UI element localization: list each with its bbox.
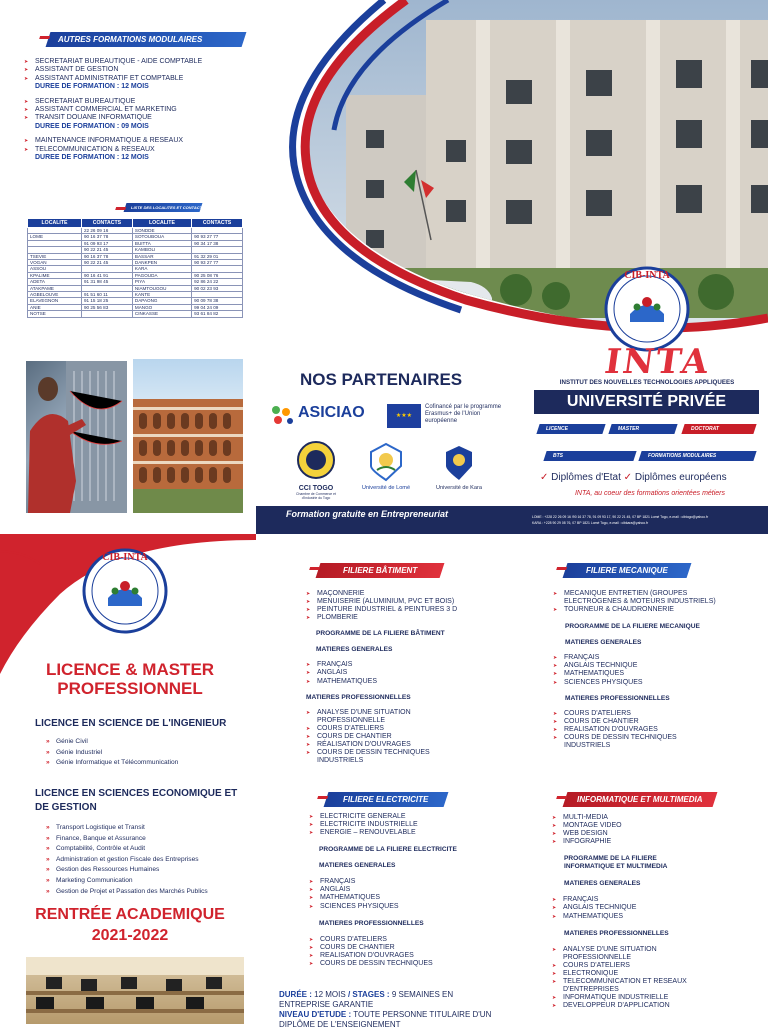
table-cell: PAGOUDA	[132, 272, 191, 278]
filiere-item: ➤ MONTAGE VIDEO	[552, 822, 762, 830]
filiere-item: ➤ MAÇONNERIE	[306, 590, 506, 598]
informatique-block: ➤ MULTI-MEDIA ➤ MONTAGE VIDEO ➤ WEB DESIGN ➤ INFOGRAPHIE PROGRAMME DE LA FILIERE INFORMATIQUE ET MULTIMEDIA MATIERES GENERALES ➤ FRANÇAIS ➤ ANGLAIS TECHNIQUE ➤ MATHEMATIQUES MATIERES PROFESSIONNELLES ➤ ANALYSE D'UNE SITUATION PROFESSIONNELLE ➤ COURS D'ATELIERS ➤ ELECTRONIQUE ➤ TELECOMMUNICATION ET RESEAUX D'ENTREPRISES ➤ INFORMATIQUE INDUSTRIELLE ➤ DEVELOPPEUR D'APPLICATION	[552, 814, 762, 1010]
matiere-item: ➤ MATHEMATIQUES	[552, 913, 762, 921]
table-cell: 91 51 60 11	[81, 292, 132, 298]
cib-inta-seal	[604, 266, 690, 352]
table-cell: 90 25 08 76	[192, 272, 243, 278]
universite-lome-logo: Université de Lomé	[354, 442, 418, 491]
table-cell: MANGO	[132, 304, 191, 310]
table-cell: AGBELOUVE	[28, 292, 82, 298]
matiere-item: ➤ TELECOMMUNICATION ET RESEAUX D'ENTREPRISES	[552, 978, 722, 994]
licence-item: » Transport Logistique et Transit	[42, 823, 252, 834]
licence-item: » Marketing Communication	[42, 876, 252, 887]
diplomes-line: ✓ Diplômes d'Etat ✓ Diplômes européens	[540, 472, 727, 483]
filiere-item: ➤ PEINTURE INDUSTRIEL & PEINTURES 3 D	[306, 606, 506, 614]
rentree-year: 2021-2022	[91, 927, 169, 944]
table-cell: 22 26 09 16	[81, 228, 132, 234]
matiere-item: ➤ MATHEMATIQUES	[553, 670, 753, 678]
matiere-item: ➤ COURS DE CHANTIER	[306, 733, 436, 741]
licence-item: » Gestion des Ressources Humaines	[42, 865, 252, 876]
table-cell: NIAMTOUGOU	[132, 285, 191, 291]
pill-master: MASTER	[608, 424, 677, 434]
technician-photo	[26, 361, 127, 513]
contacts-table	[27, 218, 243, 318]
filiere-item: ➤ TOURNEUR & CHAUDRONNERIE	[553, 606, 723, 614]
universite-kara-logo: Université de Kara	[428, 444, 490, 491]
table-cell: 90 93 27 77	[192, 234, 243, 240]
inta-logo: INTA	[602, 342, 713, 382]
filiere-batiment-ribbon: FILIERE BÂTIMENT	[316, 563, 445, 578]
table-cell: NOTSE	[28, 311, 82, 317]
universite-privee-banner: UNIVERSITÉ PRIVÉE	[534, 390, 759, 414]
table-cell: DANKPEN	[132, 260, 191, 266]
partners-title: NOS PARTENAIRES	[300, 370, 463, 389]
filiere-item: ➤ INFOGRAPHIE	[552, 838, 762, 846]
table-cell: BASSAR	[132, 253, 191, 259]
footer-entrepreneuriat: Formation gratuite en Entrepreneuriat	[286, 509, 449, 519]
filiere-item: ➤ MECANIQUE ENTRETIEN (GROUPES ELECTROGENES & MOTEURS INDUSTRIELS)	[553, 590, 723, 606]
course-item: ➤ TRANSIT DOUANE INFORMATIQUE	[24, 114, 254, 122]
filiere-item: ➤ ELECTRICITE INDUSTRIELLE	[309, 821, 509, 829]
table-cell: ASSOU	[28, 266, 82, 272]
table-cell: 90 02 23 93	[192, 285, 243, 291]
licence-item: » Comptabilité, Contrôle et Audit	[42, 844, 252, 855]
filiere-mecanique-block: ➤ MECANIQUE ENTRETIEN (GROUPES ELECTROGENES & MOTEURS INDUSTRIELS) ➤ TOURNEUR & CHAUDRONNERIE PROGRAMME DE LA FILIERE MECANIQUE MATIERES GENERALES ➤ FRANÇAIS ➤ ANGLAIS TECHNIQUE ➤ MATHEMATIQUES ➤ SCIENCES PHYSIQUES MATIERES PROFESSIONNELLES ➤ COURS D'ATELIERS ➤ COURS DE CHANTIER ➤ REALISATION D'OUVRAGES ➤ COURS DE DESSIN TECHNIQUES INDUSTRIELS	[553, 590, 753, 750]
matiere-item: ➤ REALISATION D'OUVRAGES	[309, 952, 509, 960]
table-cell: SOTOUBOUA	[132, 234, 191, 240]
table-cell: ATAKPAME	[28, 285, 82, 291]
matiere-item: ➤ ANALYSE D'UNE SITUATION PROFESSIONNELLE	[552, 946, 722, 962]
matiere-item: ➤ RÉALISATION D'OUVRAGES	[306, 741, 436, 749]
matiere-item: ➤ ANALYSE D'UNE SITUATION PROFESSIONNELLE	[306, 709, 436, 725]
filiere-electricite-ribbon: FILIERE ELECTRICITE	[324, 792, 449, 807]
matiere-item: ➤ ANGLAIS	[306, 669, 506, 677]
asiciao-logo: ASICIAO	[268, 404, 376, 428]
course-item: ➤ ASSISTANT COMMERCIAL ET MARKETING	[24, 106, 254, 114]
campus-building-photo	[133, 359, 243, 513]
autres-formations-ribbon: AUTRES FORMATIONS MODULAIRES	[46, 32, 247, 47]
duree-stages-line: DURÉE : 12 MOIS / STAGES : 9 SEMAINES EN ENTREPRISE GARANTIE	[279, 990, 454, 1009]
table-cell: 90 34 17 38	[192, 240, 243, 246]
licence-master-title: LICENCE & MASTER PROFESSIONNEL	[45, 660, 215, 698]
pill-formations-modulaires: FORMATIONS MODULAIRES	[638, 451, 756, 461]
table-cell: 91 15 18 25	[81, 298, 132, 304]
cib-inta-seal-large: CIB-INTA	[82, 548, 168, 634]
filiere-item: ➤ ENERGIE – RENOUVELABLE	[309, 829, 509, 837]
informatique-ribbon: INFORMATIQUE ET MULTIMEDIA	[563, 792, 718, 807]
table-cell	[81, 311, 132, 317]
cci-togo-logo: CCI TOGO Chambre de Commerce et d'Industrie du Togo	[288, 440, 344, 498]
table-cell: 91 32 29 01	[192, 253, 243, 259]
slogan: INTA, au coeur des formations orientées métiers	[574, 490, 726, 497]
table-cell: KAMBOLI	[132, 247, 191, 253]
licence-item: » Administration et gestion Fiscale des Entreprises	[42, 855, 252, 866]
table-cell: 90 25 56 83	[81, 304, 132, 310]
table-cell: BUITTA	[132, 240, 191, 246]
niveau-line: NIVEAU D'ETUDE : TOUTE PERSONNE TITULAIRE D'UN DIPLÔME DE L'ENSEIGNEMENT	[279, 1010, 492, 1029]
matiere-item: ➤ FRANÇAIS	[309, 878, 509, 886]
matiere-item: ➤ MATHEMATIQUES	[309, 894, 509, 902]
matiere-item: ➤ INFORMATIQUE INDUSTRIELLE	[552, 994, 722, 1002]
table-cell: ADETA	[28, 279, 82, 285]
course-item: ➤ MAINTENANCE INFORMATIQUE & RESEAUX	[24, 137, 254, 145]
table-cell: SONDDE	[132, 228, 191, 234]
licence-item: » Génie Informatique et Télécommunication	[42, 758, 242, 769]
pill-bts: BTS	[543, 451, 636, 461]
table-cell: 93 61 84 82	[192, 311, 243, 317]
table-cell: 90 93 27 77	[192, 260, 243, 266]
matiere-item: ➤ COURS D'ATELIERS	[309, 936, 509, 944]
licence-item: » Gestion de Projet et Passation des Marchés Publics	[42, 887, 252, 898]
table-cell: 91 09 93 17	[81, 240, 132, 246]
matiere-item: ➤ COURS DE DESSIN TECHNIQUES	[309, 960, 509, 968]
filiere-item: ➤ PLOMBERIE	[306, 614, 506, 622]
licence-item: » Finance, Banque et Assurance	[42, 834, 252, 845]
matiere-item: ➤ COURS DE CHANTIER	[309, 944, 509, 952]
table-row	[28, 311, 243, 317]
check-icon: ✓	[623, 472, 633, 483]
computer-lab-photo	[26, 957, 244, 1024]
matiere-item: ➤ COURS D'ATELIERS	[306, 725, 436, 733]
filiere-batiment-block: ➤ MAÇONNERIE ➤ MENUISERIE (ALUMINIUM, PVC ET BOIS) ➤ PEINTURE INDUSTRIEL & PEINTURES 3 D ➤ PLOMBERIE PROGRAMME DE LA FILIERE BÂTIMENT MATIERES GENERALES ➤ FRANÇAIS ➤ ANGLAIS ➤ MATHEMATIQUES MATIERES PROFESSIONNELLES ➤ ANALYSE D'UNE SITUATION PROFESSIONNELLE ➤ COURS D'ATELIERS ➤ COURS DE CHANTIER ➤ RÉALISATION D'OUVRAGES ➤ COURS DE DESSIN TECHNIQUES INDUSTRIELS	[306, 590, 506, 765]
footer-kara-contact: KARA : +228 90 29 08 76, 07 BP 1821 Lomé Togo, e-mail : cibkara@yahoo.fr	[532, 521, 649, 525]
erasmus-logo: ★★★ Cofinancé par le programme Erasmus+ de l'Union européenne	[387, 404, 507, 430]
table-cell: VOGAN	[28, 260, 82, 266]
table-cell: 99 04 24 09	[192, 304, 243, 310]
pill-licence: LICENCE	[536, 424, 605, 434]
course-item: ➤ ASSISTANT ADMINISTRATIF ET COMPTABLE	[24, 75, 254, 83]
filiere-electricite-block: ➤ ELECTRICITE GENERALE ➤ ELECTRICITE INDUSTRIELLE ➤ ENERGIE – RENOUVELABLE PROGRAMME DE LA FILIERE ELECTRICITE MATIERES GENERALES ➤ FRANÇAIS ➤ ANGLAIS ➤ MATHEMATIQUES ➤ SCIENCES PHYSIQUES MATIERES PROFESSIONNELLES ➤ COURS D'ATELIERS ➤ COURS DE CHANTIER ➤ REALISATION D'OUVRAGES ➤ COURS DE DESSIN TECHNIQUES	[309, 813, 509, 968]
matiere-item: ➤ COURS D'ATELIERS	[552, 962, 722, 970]
matiere-item: ➤ ANGLAIS	[309, 886, 509, 894]
matiere-item: ➤ FRANÇAIS	[552, 896, 762, 904]
table-cell: 90 16 41 91	[81, 272, 132, 278]
table-header: LOCALITE	[132, 219, 191, 228]
table-cell: 90 16 37 78	[81, 253, 132, 259]
table-cell: 90 22 21 45	[81, 247, 132, 253]
duration-line: DUREE DE FORMATION : 09 MOIS	[35, 122, 149, 130]
matiere-item: ➤ ELECTRONIQUE	[552, 970, 722, 978]
licence-ingenieur-list	[42, 737, 242, 769]
matiere-item: ➤ FRANÇAIS	[553, 654, 753, 662]
table-header: CONTACTS	[81, 219, 132, 228]
filiere-item: ➤ WEB DESIGN	[552, 830, 762, 838]
licence-item: » Génie Industriel	[42, 748, 242, 759]
course-item: ➤ TELECOMMUNICATION & RESEAUX	[24, 146, 254, 154]
matiere-item: ➤ ANGLAIS TECHNIQUE	[553, 662, 753, 670]
rentree-title: RENTRÉE ACADEMIQUE	[35, 906, 225, 923]
pill-doctorat: DOCTORAT	[681, 424, 756, 434]
duration-line: DUREE DE FORMATION : 12 MOIS	[35, 154, 149, 162]
duration-line: DUREE DE FORMATION : 12 MOIS	[35, 83, 149, 91]
matiere-item: ➤ SCIENCES PHYSIQUES	[309, 903, 509, 911]
matiere-item: ➤ COURS DE DESSIN TECHNIQUES INDUSTRIELS	[553, 734, 693, 750]
licence-ingenieur-heading: LICENCE EN SCIENCE DE L'INGENIEUR	[35, 718, 227, 729]
footer-lome-contact: LOME : +228 22 26 09 16 /90 16 37 78, 91 09 93 17, 90 22 21 45, 07 BP 1821 Lomé Togo, e-mail : cibtogo@yahoo.fr	[532, 515, 709, 519]
table-cell: ELAVEGNON	[28, 298, 82, 304]
matiere-item: ➤ REALISATION D'OUVRAGES	[553, 726, 693, 734]
seal-text: CIB-INTA	[624, 270, 670, 281]
table-cell: 91 31 98 45	[81, 279, 132, 285]
table-header: LOCALITE	[28, 219, 82, 228]
matiere-item: ➤ ANGLAIS TECHNIQUE	[552, 904, 762, 912]
localites-ribbon: LISTE DES LOCALITES ET CONTACTS	[124, 203, 203, 212]
table-cell: KARA	[132, 266, 191, 272]
matiere-item: ➤ COURS DE CHANTIER	[553, 718, 693, 726]
table-cell: CINKASSE	[132, 311, 191, 317]
table-cell: TSEVIE	[28, 253, 82, 259]
filiere-item: ➤ MULTI-MEDIA	[552, 814, 762, 822]
matiere-item: ➤ SCIENCES PHYSIQUES	[553, 679, 753, 687]
matiere-item: ➤ MATHEMATIQUES	[306, 678, 506, 686]
table-header: CONTACTS	[192, 219, 243, 228]
filiere-mecanique-ribbon: FILIERE MECANIQUE	[563, 563, 692, 578]
matiere-item: ➤ COURS DE DESSIN TECHNIQUES INDUSTRIELS	[306, 749, 436, 765]
eu-flag-icon: ★★★	[387, 404, 421, 428]
course-item: ➤ SECRETARIAT BUREAUTIQUE	[24, 98, 254, 106]
table-cell: PIYA	[132, 279, 191, 285]
building-photo	[256, 0, 768, 340]
matiere-item: ➤ DEVELOPPEUR D'APPLICATION	[552, 1002, 722, 1010]
table-cell: 90 16 37 78	[81, 234, 132, 240]
table-cell: KPALIME	[28, 272, 82, 278]
table-cell: DAPAONG	[132, 298, 191, 304]
table-cell: LOME	[28, 234, 82, 240]
filiere-item: ➤ ELECTRICITE GENERALE	[309, 813, 509, 821]
modular-training-list	[24, 58, 254, 162]
table-cell: 90 22 21 45	[81, 260, 132, 266]
matiere-item: ➤ FRANÇAIS	[306, 661, 506, 669]
check-icon: ✓	[540, 472, 549, 483]
table-cell: 90 09 78 38	[192, 298, 243, 304]
course-item: ➤ SECRETARIAT BUREAUTIQUE - AIDE COMPTABLE	[24, 58, 254, 66]
licence-economie-heading: LICENCE EN SCIENCES ECONOMIQUE ET DE GESTION	[35, 788, 238, 813]
licence-item: » Génie Civil	[42, 737, 242, 748]
licence-economie-list	[42, 823, 252, 897]
inta-full-name: INSTITUT DES NOUVELLES TECHNOLOGIES APPLIQUEES	[559, 379, 735, 386]
matiere-item: ➤ COURS D'ATELIERS	[553, 710, 693, 718]
table-cell: KANTE	[132, 292, 191, 298]
filiere-item: ➤ MENUISERIE (ALUMINIUM, PVC ET BOIS)	[306, 598, 506, 606]
table-cell: ANIE	[28, 304, 82, 310]
table-cell: 92 86 24 22	[192, 279, 243, 285]
course-item: ➤ ASSISTANT DE GESTION	[24, 66, 254, 74]
